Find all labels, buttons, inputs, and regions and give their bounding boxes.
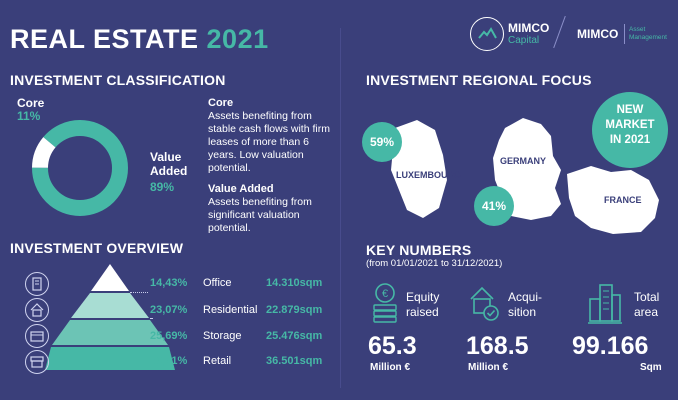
office-label: Office bbox=[203, 277, 232, 289]
shop-icon bbox=[25, 350, 49, 374]
key-numbers-title: KEY NUMBERS bbox=[366, 242, 472, 258]
value-added-description: Assets benefiting from significant valuation potential. bbox=[208, 196, 312, 234]
office-pct: 14,43% bbox=[150, 277, 188, 289]
value-added-label: Value Added bbox=[150, 150, 188, 178]
value-added-heading: Value Added bbox=[208, 183, 274, 195]
equity-value: 65.3 bbox=[368, 332, 417, 360]
retail-pct: 36,81% bbox=[150, 355, 188, 367]
core-description: Assets benefiting from stable cash flows with firm leases of more than 6 years. Low valuation potential. bbox=[208, 110, 330, 174]
house-icon bbox=[25, 298, 49, 322]
retail-label: Retail bbox=[203, 355, 232, 367]
page-title-year: 2021 bbox=[206, 24, 269, 54]
acquisition-value: 168.5 bbox=[466, 332, 529, 360]
equity-unit: Million € bbox=[370, 362, 410, 373]
germany-pct: 41% bbox=[481, 199, 507, 213]
mimco-capital-logo-icon bbox=[470, 17, 504, 51]
logo1-sub: Capital bbox=[508, 35, 540, 46]
storage-label: Storage bbox=[203, 330, 242, 342]
logo2-bar bbox=[624, 24, 625, 44]
logo-separator bbox=[553, 16, 566, 48]
office-building-icon bbox=[25, 272, 49, 296]
center-divider bbox=[340, 28, 341, 388]
residential-sqm: 22.879sqm bbox=[266, 304, 323, 316]
house-check-icon bbox=[468, 283, 500, 323]
overview-title: INVESTMENT OVERVIEW bbox=[10, 240, 184, 256]
residential-label: Residential bbox=[203, 304, 258, 316]
regional-title: INVESTMENT REGIONAL FOCUS bbox=[366, 72, 592, 88]
france-label: FRANCE bbox=[604, 195, 642, 205]
classification-donut bbox=[30, 118, 130, 218]
luxembourg-pct: 59% bbox=[369, 135, 395, 149]
germany-label: GERMANY bbox=[500, 156, 547, 166]
acquisition-unit: Million € bbox=[468, 362, 508, 373]
coins-icon bbox=[370, 283, 400, 323]
classification-descriptions bbox=[208, 97, 333, 235]
total-area-value: 99.166 bbox=[572, 332, 649, 360]
donut-segment-value-added bbox=[40, 128, 120, 208]
office-sqm: 14.310sqm bbox=[266, 277, 323, 289]
luxembourg-label: LUXEMBOURG bbox=[396, 170, 461, 180]
logo2-sub: Asset Management bbox=[629, 26, 667, 41]
equity-label: Equity raised bbox=[406, 290, 440, 319]
pyramid-residential bbox=[71, 293, 149, 318]
storage-icon bbox=[25, 324, 49, 348]
storage-sqm: 25.476sqm bbox=[266, 330, 323, 342]
residential-pct: 23,07% bbox=[150, 304, 188, 316]
storage-pct: 25,69% bbox=[150, 330, 188, 342]
pyramid-office bbox=[91, 264, 129, 291]
core-pct: 11% bbox=[17, 109, 41, 123]
page-title bbox=[10, 24, 269, 55]
key-numbers-period: (from 01/01/2021 to 31/12/2021) bbox=[366, 258, 503, 269]
row-connector bbox=[150, 318, 152, 320]
svg-text:€: € bbox=[381, 288, 389, 300]
retail-sqm: 36.501sqm bbox=[266, 355, 323, 367]
logo1-name: MIMCO bbox=[508, 21, 550, 35]
total-area-label: Total area bbox=[634, 290, 660, 319]
classification-title: INVESTMENT CLASSIFICATION bbox=[10, 72, 226, 88]
acquisition-label: Acqui- sition bbox=[508, 290, 543, 319]
buildings-icon bbox=[586, 281, 624, 325]
core-heading: Core bbox=[208, 97, 234, 109]
value-added-pct: 89% bbox=[150, 180, 175, 194]
row-connector bbox=[130, 292, 148, 294]
core-label: Core bbox=[17, 96, 45, 110]
new-market-text: NEW MARKET IN 2021 bbox=[605, 104, 655, 146]
page-title-main: REAL ESTATE bbox=[10, 24, 199, 54]
logo2-name: MIMCO bbox=[577, 27, 619, 41]
total-area-unit: Sqm bbox=[640, 362, 662, 373]
